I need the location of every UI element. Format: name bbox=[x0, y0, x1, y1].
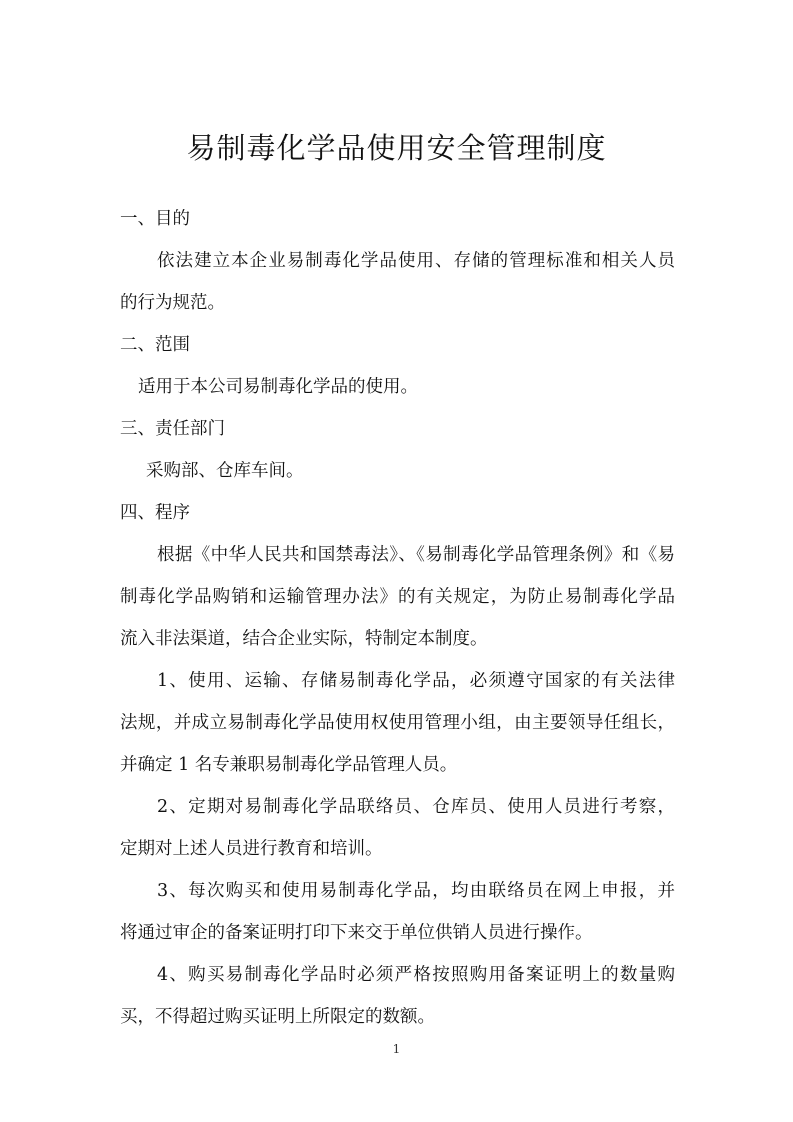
paragraph-line: 适用于本公司易制毒化学品的使用。 bbox=[138, 377, 418, 397]
document-body bbox=[120, 198, 675, 1038]
procedure-item-3-line: 将通过审企的备案证明打印下来交于单位供销人员进行操作。 bbox=[120, 923, 593, 943]
procedure-item-4-line: 4、购买易制毒化学品时必须严格按照购用备案证明上的数量购 bbox=[157, 965, 675, 985]
page-number: 1 bbox=[392, 1042, 401, 1056]
paragraph-line: 采购部、仓库车间。 bbox=[146, 461, 304, 481]
procedure-item-2-line: 2、定期对易制毒化学品联络员、仓库员、使用人员进行考察， bbox=[157, 797, 675, 817]
procedure-item-1-line: 并确定 1 名专兼职易制毒化学品管理人员。 bbox=[120, 755, 458, 775]
procedure-item-1-line: 1、使用、运输、存储易制毒化学品，必须遵守国家的有关法律 bbox=[157, 671, 675, 691]
section-heading-scope: 二、范围 bbox=[120, 335, 190, 355]
section-heading-procedure: 四、程序 bbox=[120, 503, 190, 523]
procedure-item-4-line: 买，不得超过购买证明上所限定的数额。 bbox=[120, 1007, 435, 1027]
document-title: 易制毒化学品使用安全管理制度 bbox=[186, 131, 607, 165]
procedure-item-2-line: 定期对上述人员进行教育和培训。 bbox=[120, 839, 383, 859]
paragraph-line: 依法建立本企业易制毒化学品使用、存储的管理标准和相关人员 bbox=[157, 251, 675, 271]
paragraph-line: 的行为规范。 bbox=[120, 293, 225, 313]
section-heading-purpose: 一、目的 bbox=[120, 209, 190, 229]
paragraph-line: 制毒化学品购销和运输管理办法》的有关规定，为防止易制毒化学品 bbox=[120, 587, 675, 607]
paragraph-line: 根据《中华人民共和国禁毒法》、《易制毒化学品管理条例》和《易 bbox=[157, 545, 675, 565]
procedure-item-3-line: 3、每次购买和使用易制毒化学品，均由联络员在网上申报，并 bbox=[157, 881, 675, 901]
procedure-item-1-line: 法规，并成立易制毒化学品使用权使用管理小组，由主要领导任组长， bbox=[120, 713, 675, 733]
paragraph-line: 流入非法渠道，结合企业实际，特制定本制度。 bbox=[120, 629, 488, 649]
section-heading-responsible-dept: 三、责任部门 bbox=[120, 419, 225, 439]
